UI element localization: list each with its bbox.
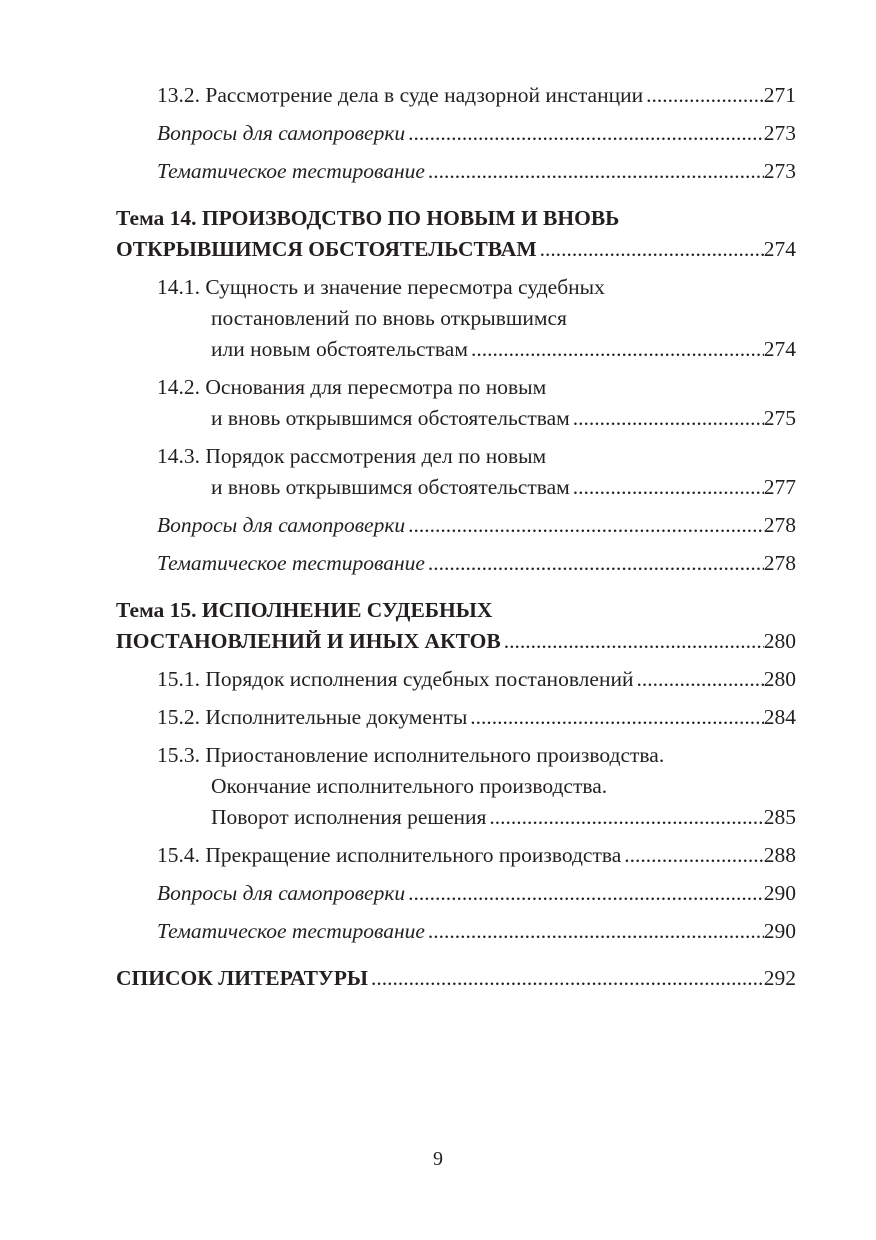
toc-entry-text: Вопросы для самопроверки bbox=[157, 513, 406, 537]
toc-leader-dots bbox=[501, 626, 764, 657]
toc-leader-dots bbox=[467, 702, 763, 733]
toc-topic-15 bbox=[116, 595, 796, 657]
toc-leader-dots bbox=[486, 802, 763, 833]
toc-page-number: 271 bbox=[763, 83, 796, 107]
toc-leader-dots bbox=[537, 234, 764, 265]
toc-leader-dots bbox=[643, 80, 764, 111]
toc-topic-title-line: Тема 14. ПРОИЗВОДСТВО ПО НОВЫМ И ВНОВЬ bbox=[116, 206, 620, 230]
toc-leader-dots bbox=[425, 548, 764, 579]
toc-entry-13-testing bbox=[157, 156, 796, 187]
toc-page-number: 273 bbox=[763, 121, 796, 145]
toc-leader-dots bbox=[405, 118, 764, 149]
toc-entry-text: и вновь открывшимся обстоятельствам bbox=[211, 406, 570, 430]
toc-entry-text: 14.1. Сущность и значение пересмотра судебных bbox=[157, 275, 605, 299]
toc-page-number: 284 bbox=[763, 705, 796, 729]
toc-page-number: 278 bbox=[763, 513, 796, 537]
toc-leader-dots bbox=[405, 878, 764, 909]
toc-entry-14-testing bbox=[157, 548, 796, 579]
toc-entry-15-3 bbox=[157, 740, 796, 833]
toc-entry-text: 15.2. Исполнительные документы bbox=[157, 705, 468, 729]
toc-entry-text: Вопросы для самопроверки bbox=[157, 121, 406, 145]
toc-page-number: 290 bbox=[763, 881, 796, 905]
toc-entry-text: 15.3. Приостановление исполнительного производства. bbox=[157, 743, 665, 767]
toc-page-number: 292 bbox=[763, 966, 796, 990]
toc-page-number: 280 bbox=[763, 629, 796, 653]
toc-entry-text: 14.2. Основания для пересмотра по новым bbox=[157, 375, 547, 399]
toc-entry-15-questions bbox=[157, 878, 796, 909]
toc-entry-text: Окончание исполнительного производства. bbox=[211, 774, 608, 798]
toc-leader-dots bbox=[368, 963, 764, 994]
toc-entry-text: 14.3. Порядок рассмотрения дел по новым bbox=[157, 444, 547, 468]
toc-page-number: 274 bbox=[763, 237, 796, 261]
table-of-contents bbox=[116, 80, 796, 994]
toc-entry-text: Тематическое тестирование bbox=[157, 159, 425, 183]
toc-entry-text: или новым обстоятельствам bbox=[211, 337, 468, 361]
toc-topic-title-line: Тема 15. ИСПОЛНЕНИЕ СУДЕБНЫХ bbox=[116, 598, 493, 622]
toc-leader-dots bbox=[621, 840, 763, 871]
toc-entry-15-1 bbox=[157, 664, 796, 695]
toc-entry-13-questions bbox=[157, 118, 796, 149]
toc-entry-text: 15.4. Прекращение исполнительного производства bbox=[157, 843, 622, 867]
toc-entry-15-2 bbox=[157, 702, 796, 733]
toc-topic-title-line: ОТКРЫВШИМСЯ ОБСТОЯТЕЛЬСТВАМ bbox=[116, 237, 537, 261]
toc-page-number: 285 bbox=[763, 805, 796, 829]
toc-entry-15-testing bbox=[157, 916, 796, 947]
toc-leader-dots bbox=[425, 156, 764, 187]
toc-page-number: 288 bbox=[763, 843, 796, 867]
toc-page-number: 280 bbox=[763, 667, 796, 691]
toc-literature bbox=[116, 963, 796, 994]
toc-entry-14-2 bbox=[157, 372, 796, 434]
toc-topic-14 bbox=[116, 203, 796, 265]
toc-entry-text: Тематическое тестирование bbox=[157, 551, 425, 575]
toc-entry-13-2 bbox=[157, 80, 796, 111]
toc-entry-text: 15.1. Порядок исполнения судебных постановлений bbox=[157, 667, 634, 691]
toc-page-number: 274 bbox=[763, 337, 796, 361]
toc-entry-text: 13.2. Рассмотрение дела в суде надзорной инстанции bbox=[157, 83, 644, 107]
toc-page-number: 278 bbox=[763, 551, 796, 575]
toc-entry-14-1 bbox=[157, 272, 796, 365]
toc-leader-dots bbox=[405, 510, 764, 541]
toc-leader-dots bbox=[570, 403, 764, 434]
toc-entry-15-4 bbox=[157, 840, 796, 871]
page-number: 9 bbox=[433, 1148, 443, 1170]
toc-entry-text: Поворот исполнения решения bbox=[211, 805, 487, 829]
toc-entry-text: Тематическое тестирование bbox=[157, 919, 425, 943]
toc-page-number: 277 bbox=[763, 475, 796, 499]
toc-leader-dots bbox=[468, 334, 764, 365]
toc-leader-dots bbox=[633, 664, 763, 695]
toc-topic-title-line: ПОСТАНОВЛЕНИЙ И ИНЫХ АКТОВ bbox=[116, 629, 501, 653]
toc-page-number: 275 bbox=[763, 406, 796, 430]
toc-entry-text: Вопросы для самопроверки bbox=[157, 881, 406, 905]
toc-entry-text: и вновь открывшимся обстоятельствам bbox=[211, 475, 570, 499]
toc-entry-14-3 bbox=[157, 441, 796, 503]
toc-page-number: 273 bbox=[763, 159, 796, 183]
toc-leader-dots bbox=[425, 916, 764, 947]
toc-entry-14-questions bbox=[157, 510, 796, 541]
toc-page-number: 290 bbox=[763, 919, 796, 943]
toc-leader-dots bbox=[570, 472, 764, 503]
toc-entry-text: постановлений по вновь открывшимся bbox=[211, 306, 567, 330]
toc-topic-title-line: СПИСОК ЛИТЕРАТУРЫ bbox=[116, 966, 368, 990]
